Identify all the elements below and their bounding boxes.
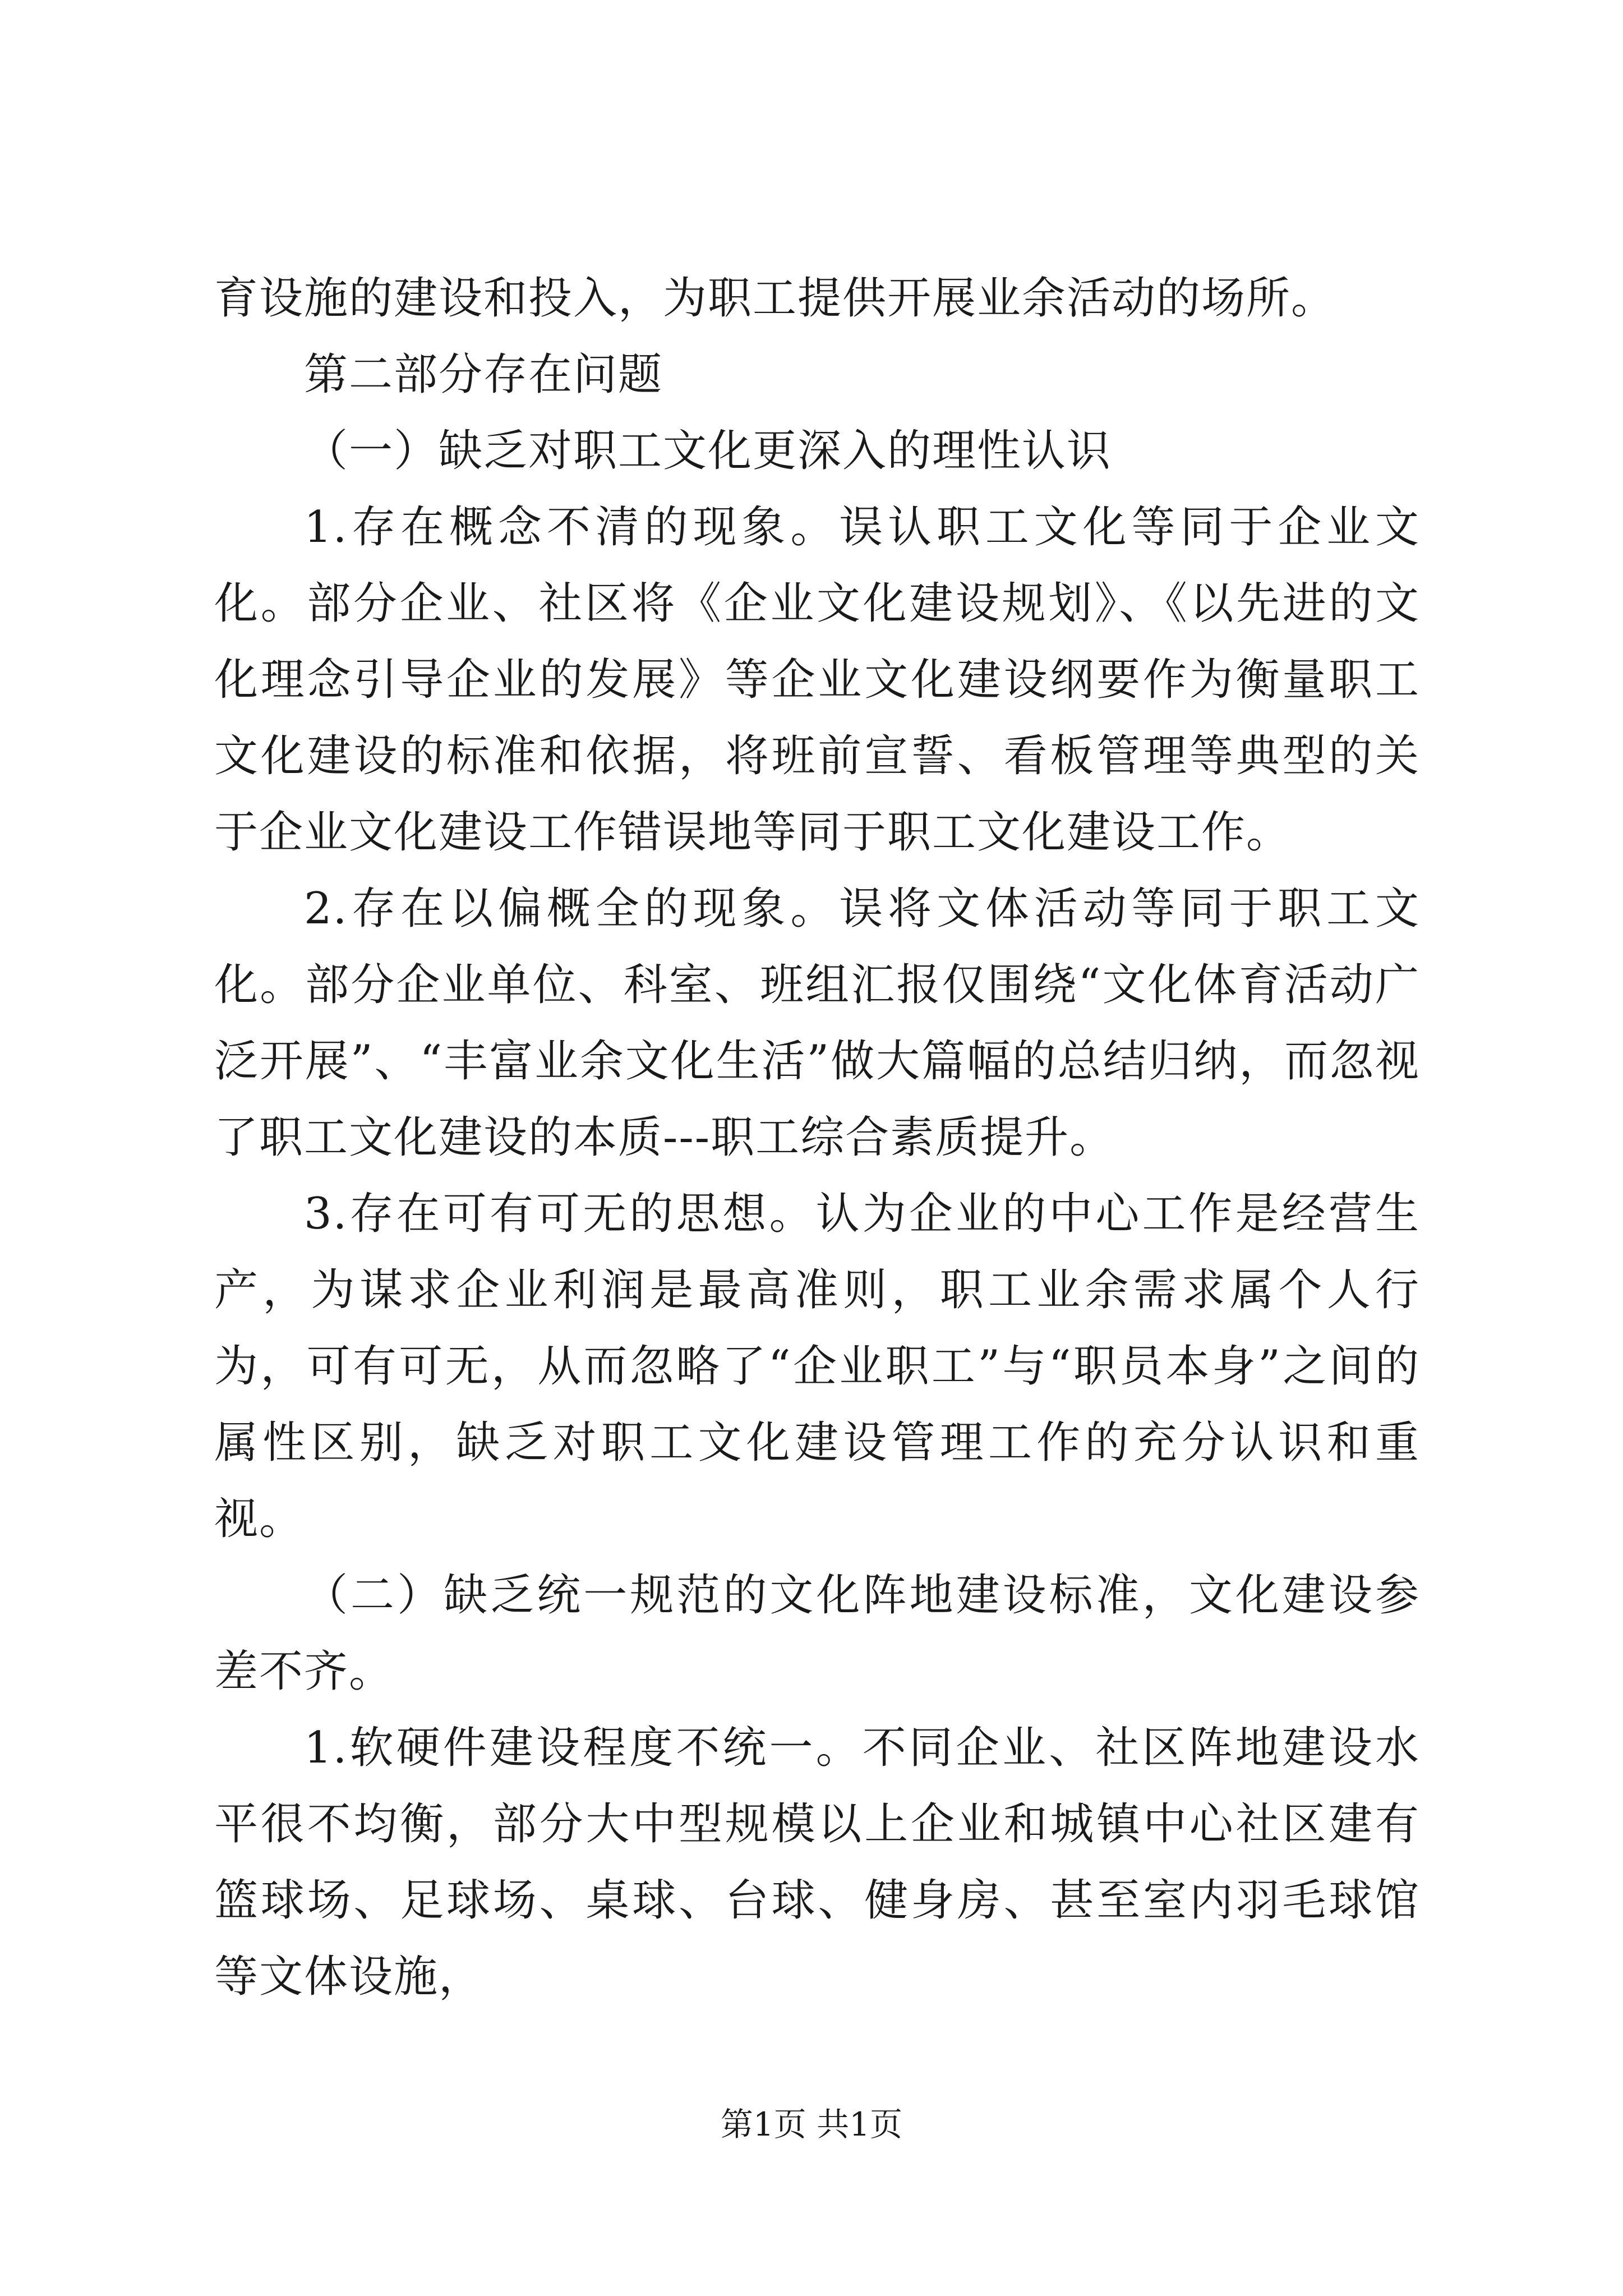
paragraph-item-1: 1.存在概念不清的现象。误认职工文化等同于企业文化。部分企业、社区将《企业文化建设规划》、《以先进的文化理念引导企业的发展》等企业文化建设纲要作为衡量职工文化建设的标准和依据，将班前宣誓、看板管理等典型的关于企业文化建设工作错误地等同于职工文化建设工作。	[214, 502, 1420, 858]
subsection-heading-1: （一）缺乏对职工文化更深入的理性认识	[304, 426, 1112, 476]
document-body	[214, 260, 1420, 2015]
section-heading: 第二部分存在问题	[304, 349, 663, 400]
paragraph-item-2: 2.存在以偏概全的现象。误将文体活动等同于职工文化。部分企业单位、科室、班组汇报仅围绕“文化体育活动广泛开展”、“丰富业余文化生活”做大篇幅的总结归纳，而忽视了职工文化建设的本质---职工综合素质提升。	[214, 884, 1420, 1163]
paragraph-item-3: 3.存在可有可无的思想。认为企业的中心工作是经营生产，为谋求企业利润是最高准则，职工业余需求属个人行为，可有可无，从而忽略了“企业职工”与“职员本身”之间的属性区别，缺乏对职工文化建设管理工作的充分认识和重视。	[214, 1189, 1420, 1544]
subsection-heading-2: （二）缺乏统一规范的文化阵地建设标准，文化建设参差不齐。	[214, 1570, 1420, 1697]
page-footer: 第1页 共1页	[720, 2105, 903, 2143]
paragraph-item-4: 1.软硬件建设程度不统一。不同企业、社区阵地建设水平很不均衡，部分大中型规模以上企业和城镇中心社区建有篮球场、足球场、桌球、台球、健身房、甚至室内羽毛球馆等文体设施，	[214, 1723, 1420, 2002]
paragraph-continuation: 育设施的建设和投入，为职工提供开展业余活动的场所。	[214, 273, 1336, 324]
